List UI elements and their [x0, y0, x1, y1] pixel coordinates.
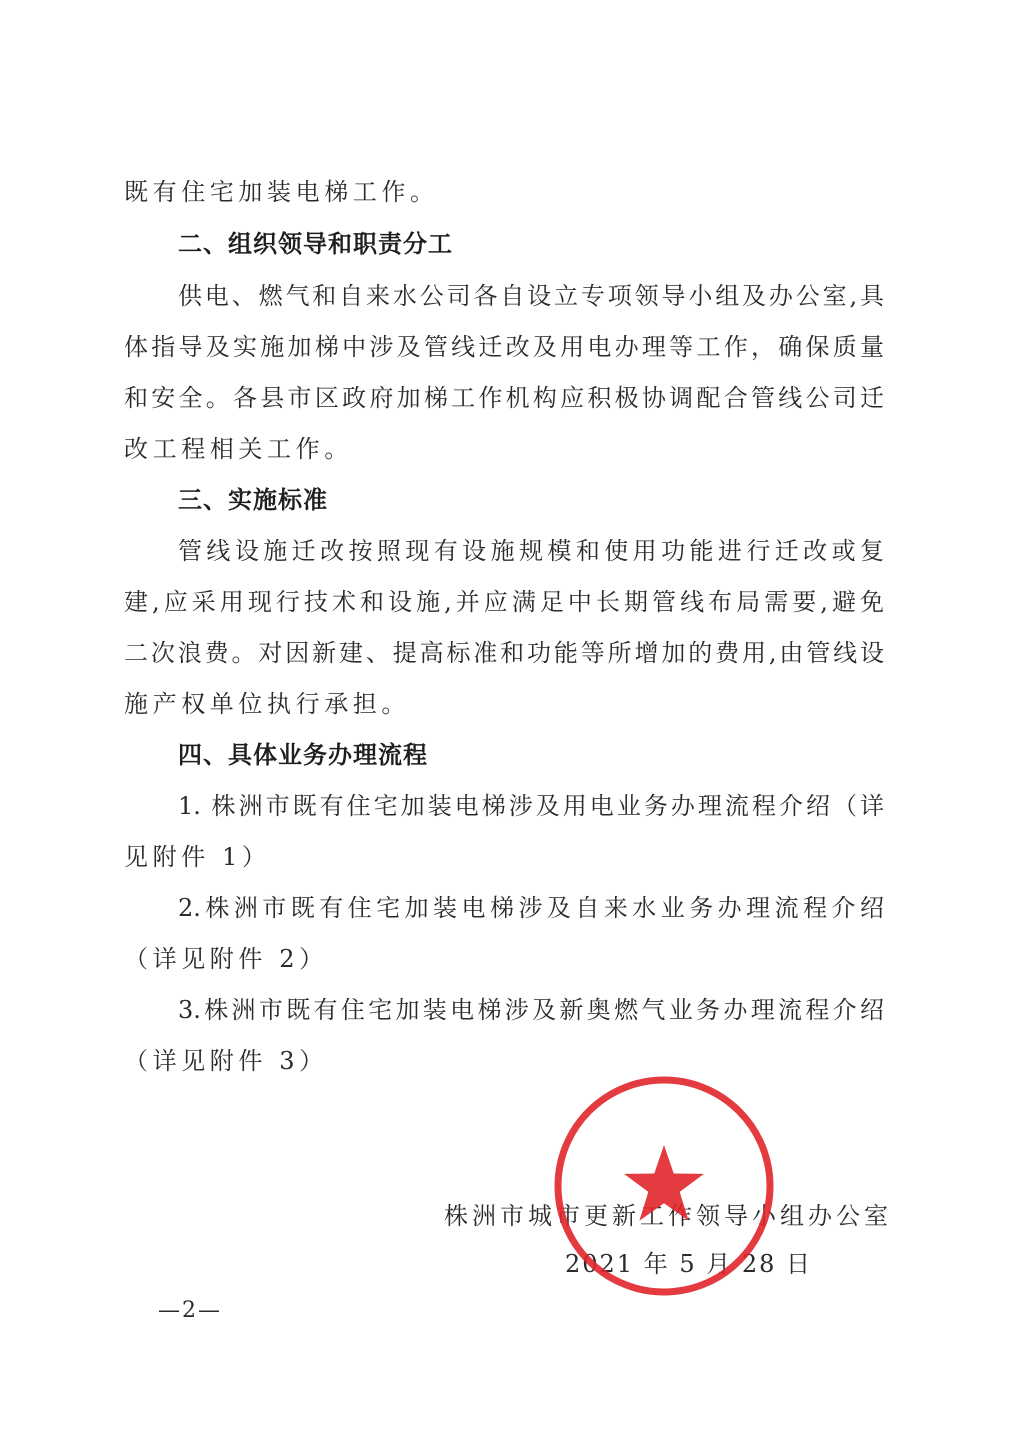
paragraph-line: 管线设施迁改按照现有设施规模和使用功能进行迁改或复 — [178, 537, 884, 565]
official-seal — [553, 1075, 775, 1297]
paragraph-line: 既有住宅加装电梯工作。 — [124, 178, 439, 206]
paragraph-line: 改工程相关工作。 — [124, 435, 353, 463]
paragraph-line: 施产权单位执行承担。 — [124, 690, 410, 718]
paragraph-line: 二次浪费。对因新建、提高标准和功能等所增加的费用,由管线设 — [124, 639, 884, 667]
signature-org: 株洲市城市更新工作领导小组办公室 — [444, 1202, 892, 1230]
list-item-1-cont: 见附件 1） — [124, 843, 271, 871]
seal-star-icon — [624, 1145, 704, 1221]
paragraph-line: 建,应采用现行技术和设施,并应满足中长期管线布局需要,避免 — [124, 588, 884, 616]
section-heading-3: 三、实施标准 — [178, 486, 328, 514]
list-item-2: 2.株洲市既有住宅加装电梯涉及自来水业务办理流程介绍 — [178, 894, 884, 922]
signature-date: 2021 年 5 月 28 日 — [565, 1250, 813, 1278]
page-number: —2— — [158, 1298, 222, 1323]
list-item-3: 3.株洲市既有住宅加装电梯涉及新奥燃气业务办理流程介绍 — [178, 996, 884, 1024]
list-item-3-cont: （详见附件 3） — [124, 1047, 328, 1075]
paragraph-line: 供电、燃气和自来水公司各自设立专项领导小组及办公室,具 — [178, 282, 884, 310]
paragraph-line: 体指导及实施加梯中涉及管线迁改及用电办理等工作，确保质量 — [124, 333, 884, 361]
section-heading-4: 四、具体业务办理流程 — [178, 741, 428, 769]
list-item-1: 1. 株洲市既有住宅加装电梯涉及用电业务办理流程介绍（详 — [178, 792, 884, 820]
paragraph-line: 和安全。各县市区政府加梯工作机构应积极协调配合管线公司迁 — [124, 384, 884, 412]
section-heading-2: 二、组织领导和职责分工 — [178, 230, 453, 258]
list-item-2-cont: （详见附件 2） — [124, 945, 328, 973]
